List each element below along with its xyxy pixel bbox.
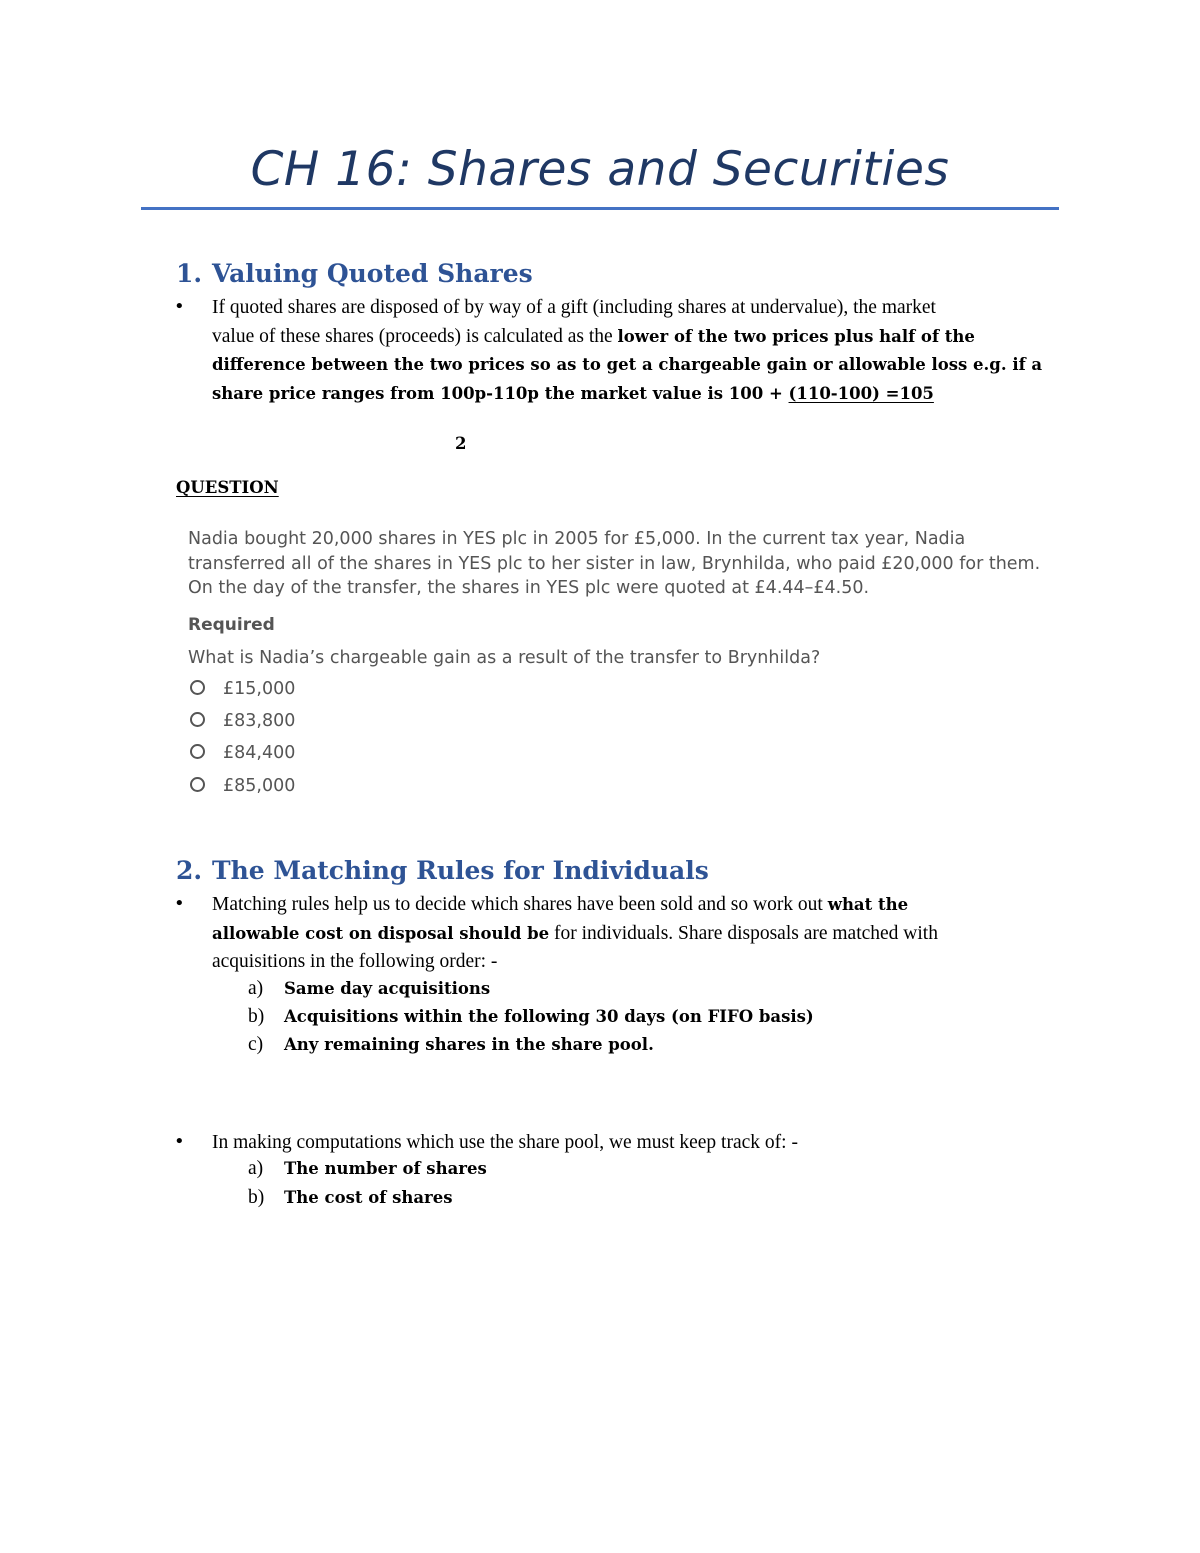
list-item (248, 1187, 453, 1209)
s1-line-2-plain: value of these shares (proceeds) is calculated as the (212, 325, 618, 347)
section-2-paragraph (212, 891, 938, 977)
title-divider (141, 207, 1059, 210)
s2-line-1 (212, 891, 938, 920)
section-1-heading (176, 259, 533, 288)
s1-line-4-bold: share price ranges from 100p-110p the market value is 100 + (212, 383, 789, 403)
list-item (248, 1158, 487, 1180)
s2-line-2-bold: allowable cost on disposal should be (212, 923, 550, 943)
option-label: £84,400 (223, 743, 296, 763)
question-line-2: transferred all of the shares in YES plc to her sister in law, Brynhilda, who paid £20,000 for them. (188, 553, 1041, 574)
option-4[interactable] (190, 776, 295, 796)
s1-line-4 (212, 380, 1042, 409)
s2-line-1-bold: what the (827, 895, 909, 914)
list-marker: b) (248, 1187, 265, 1208)
list-item (248, 1034, 654, 1056)
option-label: £85,000 (223, 776, 296, 796)
s1-line-3-bold: difference between the two prices so as to get a chargeable gain or allowable loss e.g. if a (212, 355, 1043, 374)
list-item-text: Acquisitions within the following 30 days (on FIFO basis) (284, 1007, 814, 1026)
question-label: QUESTION (176, 478, 279, 497)
s1-fraction-denominator: 2 (455, 434, 467, 453)
list-item-text: The cost of shares (284, 1188, 453, 1207)
list-item (248, 978, 490, 1000)
s1-fraction-numerator: (110-100) =105 (788, 383, 934, 403)
s1-line-2 (212, 323, 1042, 352)
section-1-number: 1. (176, 259, 203, 288)
section-1-title: Valuing Quoted Shares (212, 259, 533, 288)
s2-line-2-plain: for individuals. Share disposals are matched with (549, 922, 938, 944)
question-body (188, 527, 1040, 601)
question-line-1: Nadia bought 20,000 shares in YES plc in 2005 for £5,000. In the current tax year, Nadia (188, 529, 966, 549)
list-marker: a) (248, 978, 264, 999)
required-label: Required (188, 615, 275, 635)
list-marker: b) (248, 1006, 265, 1027)
list-item-text: Any remaining shares in the share pool. (284, 1035, 654, 1054)
bullet-icon: • (174, 1131, 185, 1152)
list-item (248, 1006, 814, 1028)
s1-line-3 (212, 351, 1042, 380)
s2-line-1-plain: Matching rules help us to decide which shares have been sold and so work out (212, 894, 828, 915)
list-item-text: Same day acquisitions (284, 979, 491, 998)
option-2[interactable] (190, 711, 295, 731)
radio-icon[interactable] (190, 712, 205, 727)
option-1[interactable] (190, 679, 295, 699)
s2-line-2 (212, 920, 938, 949)
section-2-number: 2. (176, 856, 203, 885)
radio-icon[interactable] (190, 777, 205, 792)
list-item-text: The number of shares (284, 1159, 487, 1178)
option-label: £15,000 (223, 679, 296, 699)
list-marker: c) (248, 1034, 264, 1055)
radio-icon[interactable] (190, 680, 205, 695)
s1-line-2-bold: lower of the two prices plus half of the (617, 326, 975, 346)
question-prompt: What is Nadia’s chargeable gain as a result of the transfer to Brynhilda? (188, 648, 821, 668)
s2-line-3: acquisitions in the following order: - (212, 951, 498, 972)
s2-bullet-2: In making computations which use the share pool, we must keep track of: - (212, 1132, 798, 1153)
section-2-heading (176, 856, 709, 885)
list-marker: a) (248, 1158, 264, 1179)
option-3[interactable] (190, 743, 295, 763)
bullet-icon: • (174, 893, 185, 914)
bullet-icon: • (174, 296, 185, 317)
section-2-title: The Matching Rules for Individuals (212, 856, 709, 885)
question-line-3: On the day of the transfer, the shares in YES plc were quoted at £4.44–£4.50. (188, 578, 870, 598)
s1-line-1: If quoted shares are disposed of by way of a gift (including shares at undervalue), the market (212, 297, 936, 318)
page-title: CH 16: Shares and Securities (250, 142, 950, 197)
section-1-paragraph (212, 294, 1042, 408)
radio-icon[interactable] (190, 744, 205, 759)
option-label: £83,800 (223, 711, 296, 731)
